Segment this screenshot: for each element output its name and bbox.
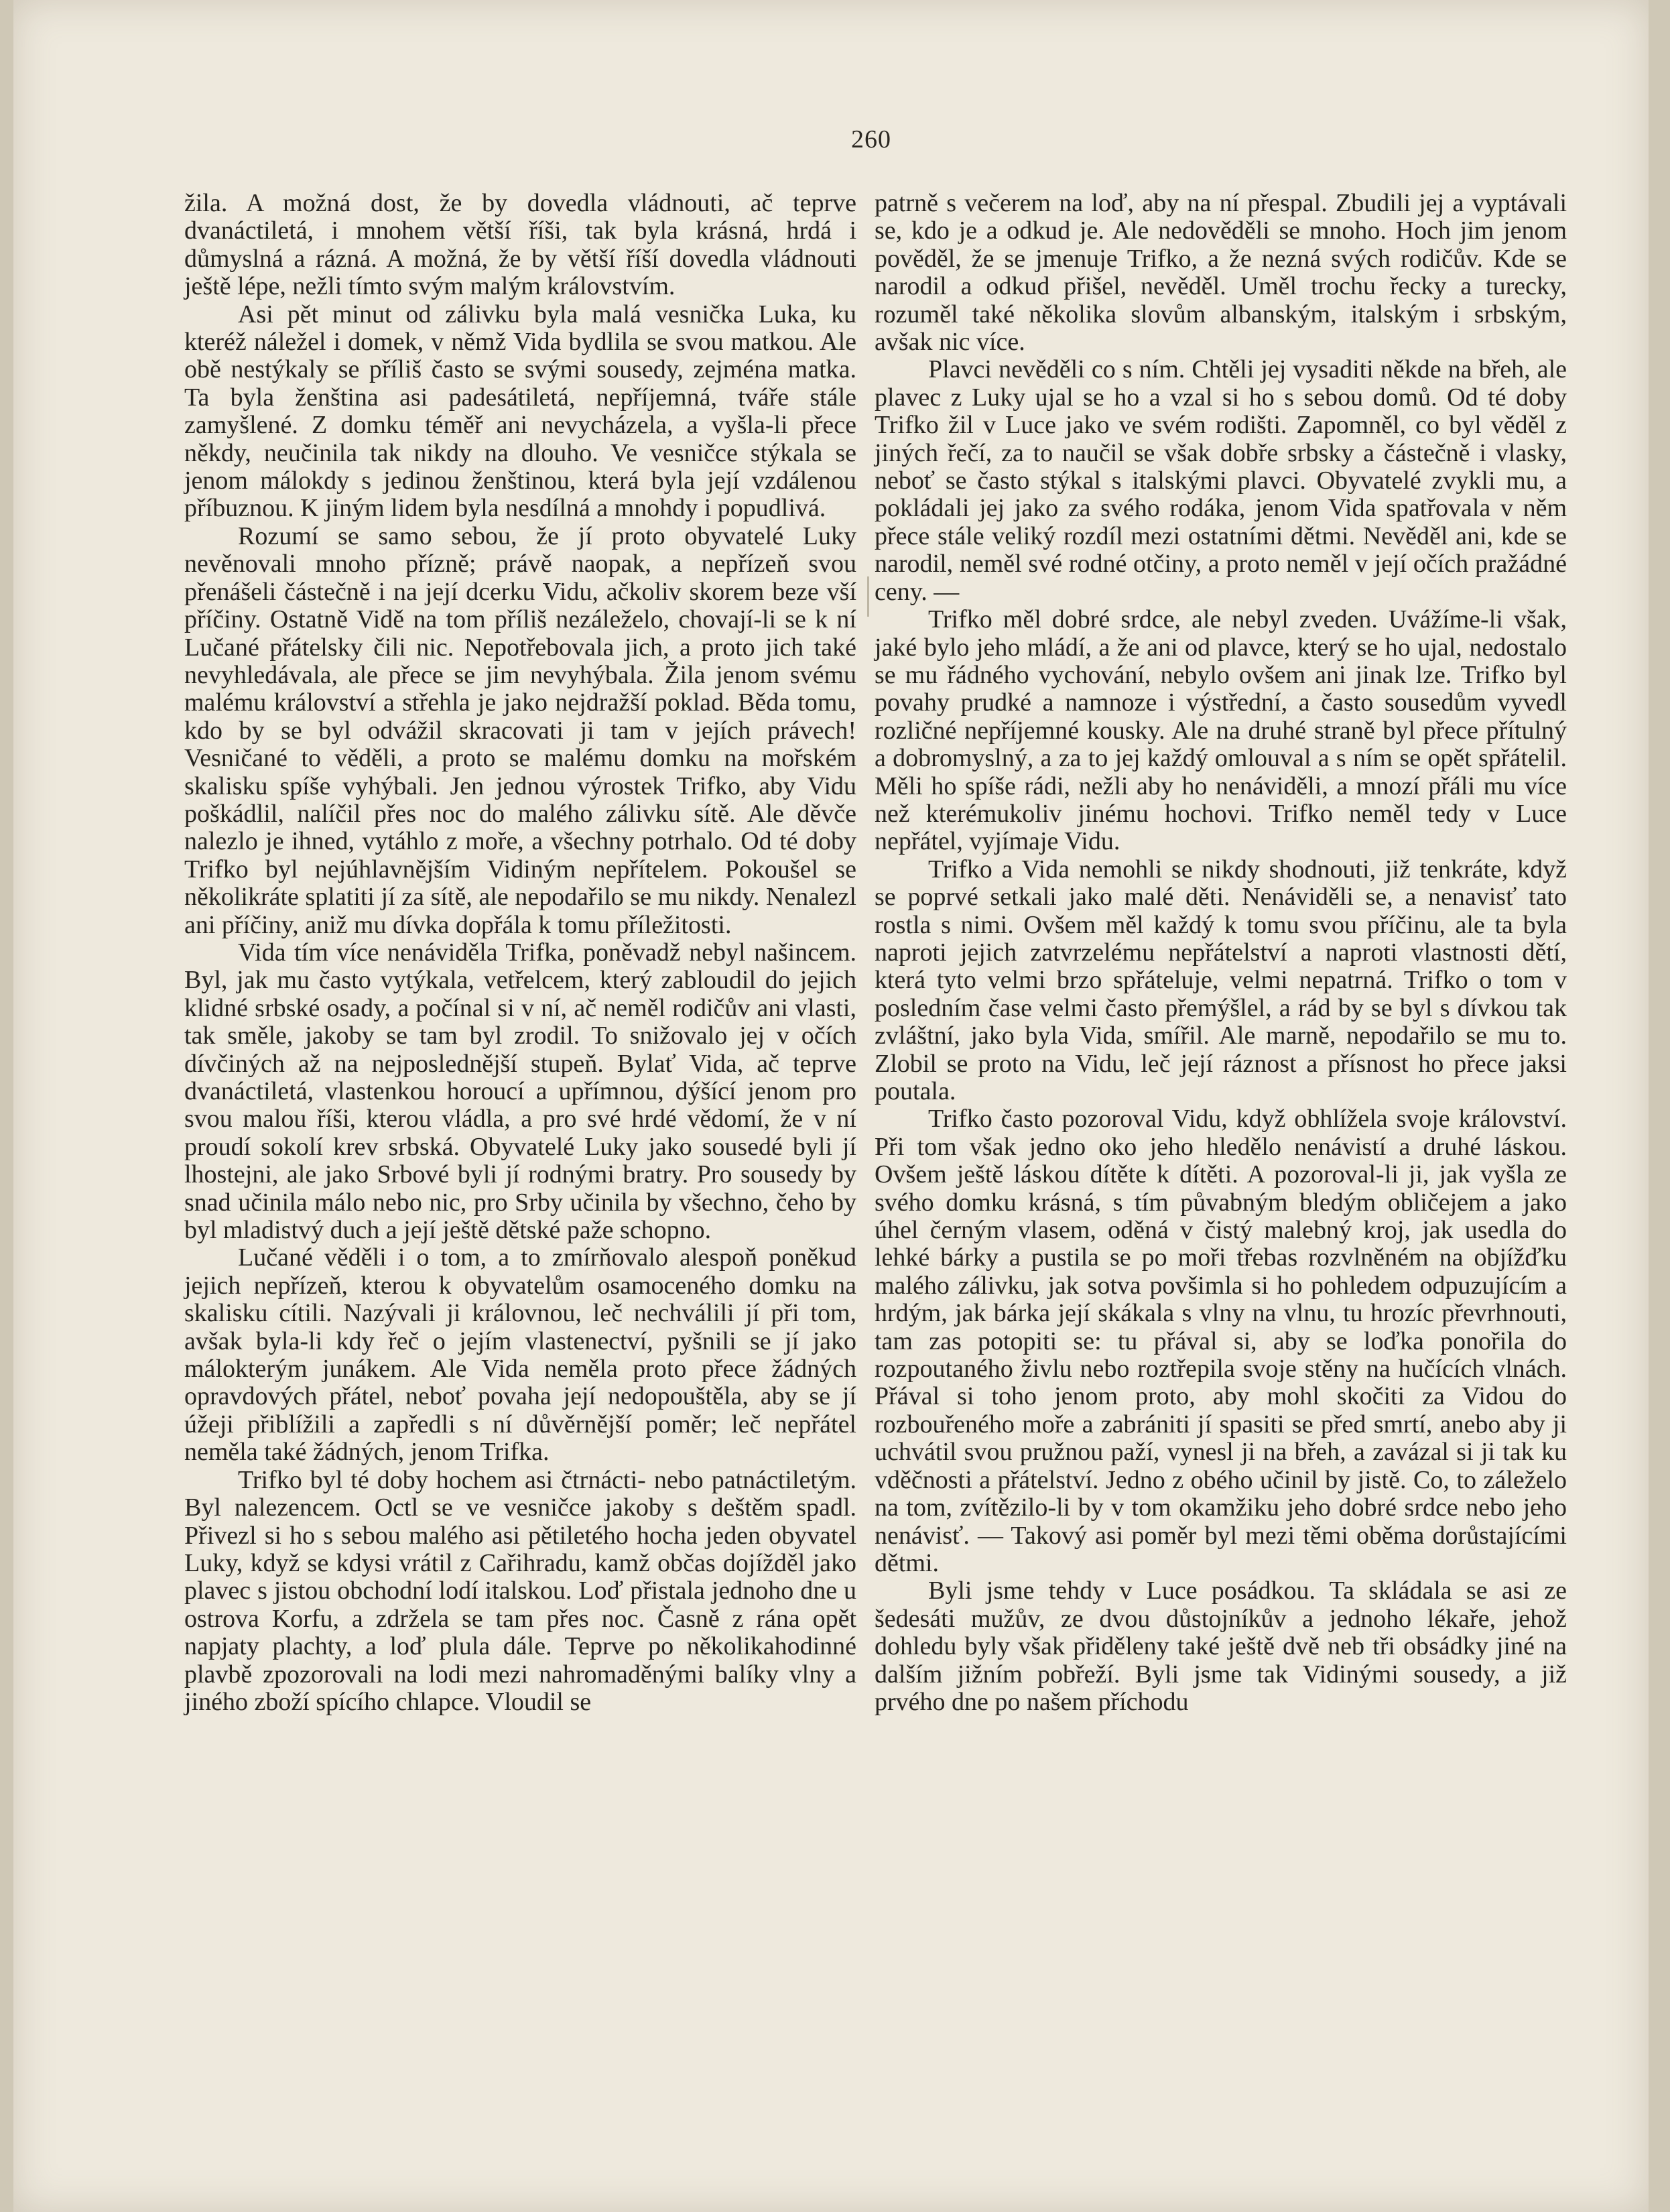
- paragraph: Rozumí se samo sebou, že jí proto obyvatelé Luky nevěnovali mnoho přízně; právě naopak, a nepřízeň svou přenášeli částečně i na její dcerku Vidu, ačkoliv skorem beze vší příčiny. Ostatně Vidě na tom příliš nezáleželo, chovají-li se k ní Lučané přátelsky čili nic. Nepotřebovala jich, a proto jich také nevyhledávala, ale přece se jim nevyhýbala. Žila jenom svému malému království a střehla je jako nejdražší poklad. Běda tomu, kdo by se byl odvážil skracovati ji tam v jejích právech! Vesničané to věděli, a proto se malému domku na mořském skalisku spíše vyhýbali. Jen jednou výrostek Trifko, aby Vidu poškádlil, nalíčil přes noc do malého zálivku sítě. Ale děvče nalezlo je ihned, vytáhlo z moře, a všechny potrhalo. Od té doby Trifko byl nejúhlavnějším Vidiným nepřítelem. Pokoušel se několikráte splatiti jí za sítě, ale nepodařilo se mu nikdy. Nenalezl ani příčiny, aniž mu dívka dopřála k tomu příležitosti.: [184, 521, 856, 939]
- column-divider: [867, 576, 869, 617]
- left-column: [184, 190, 856, 1716]
- right-column: [875, 190, 1567, 1716]
- paragraph: Lučané věděli i o tom, a to zmírňovalo alespoň poněkud jejich nepřízeň, kterou k obyvatelům osamoceného domku na skalisku cítili. Nazývali ji královnou, leč nechválili jí při tom, avšak byla-li kdy řeč o jejím vlastenectví, pyšnili se jí jako málokterým junákem. Ale Vida neměla proto přece žádných opravdových přátel, neboť povaha její nedopouštěla, aby se jí úžeji přiblížili a zapředli s ní důvěrnější poměr; leč nepřátel neměla také žádných, jenom Trifka.: [184, 1243, 856, 1467]
- paragraph: Trifko a Vida nemohli se nikdy shodnouti, již tenkráte, když se poprvé setkali jako malé děti. Nenáviděli se, a nenavisť tato rostla s nimi. Ovšem měl každý k tomu svou příčinu, ale ta byla naproti jejich zatvrzelému nepřátelství a naproti vlastnosti dětí, která tyto velmi brzo spřáteluje, velmi nepatrná. Trifko o tom v posledním čase velmi často přemýšlel, a rád by se byl s dívkou tak zvláštní, jako byla Vida, smířil. Ale marně, nepodařilo se mu to. Zlobil se proto na Vidu, leč její ráznost a přísnost ho přece jaksi poutala.: [875, 855, 1567, 1105]
- page-number: 260: [851, 125, 891, 153]
- paragraph: Asi pět minut od zálivku byla malá vesnička Luka, ku kteréž náležel i domek, v němž Vida bydlila se svou matkou. Ale obě nestýkaly se příliš často se svými sousedy, zejména matka. Ta byla ženština asi padesátiletá, nepříjemná, tváře stále zamyšlené. Z domku téměř ani nevycházela, a vyšla-li přece někdy, neučinila tak nikdy na dlouho. Ve vesničce stýkala se jenom málokdy s jedinou ženštinou, která byla její vzdálenou příbuznou. K jiným lidem byla nesdílná a mnohdy i popudlivá.: [184, 300, 856, 523]
- book-page: [13, 0, 1649, 2212]
- paragraph: Trifko měl dobré srdce, ale nebyl zveden. Uvážíme-li však, jaké bylo jeho mládí, a že ani od plavce, který se ho ujal, nedostalo se mu řádného vychování, nebylo ovšem ani jinak lze. Trifko byl povahy prudké a namnoze i výstřední, a často sousedům vyvedl rozličné nepříjemné kousky. Ale na druhé straně byl přece přítulný a dobromyslný, a za to jej každý omlouval a s ním se opět spřátelil. Měli ho spíše rádi, nežli aby ho nenáviděli, a mnozí přáli mu více než kterémukoliv jinému hochovi. Trifko neměl tedy v Luce nepřátel, vyjímaje Vidu.: [875, 605, 1567, 856]
- paragraph: žila. A možná dost, že by dovedla vládnouti, ač teprve dvanáctiletá, i mnohem větší říši, tak byla krásná, hrdá i důmyslná a rázná. A možná, že by větší říší dovedla vládnouti ještě lépe, nežli tímto svým malým královstvím.: [184, 189, 856, 301]
- paragraph: Trifko byl té doby hochem asi čtrnácti- nebo patnáctiletým. Byl nalezencem. Octl se ve vesničce jakoby s deštěm spadl. Přivezl si ho s sebou malého asi pětiletého hocha jeden obyvatel Luky, když se kdysi vrátil z Cařihradu, kamž občas dojížděl jako plavec s jistou obchodní lodí italskou. Loď přistala jednoho dne u ostrova Korfu, a zdržela se tam přes noc. Časně z rána opět napjaty plachty, a loď plula dále. Teprve po několikahodinné plavbě zpozorovali na lodi mezi nahromaděnými balíky vlny a jiného zboží spícího chlapce. Vloudil se: [184, 1465, 856, 1716]
- paragraph: Trifko často pozoroval Vidu, když obhlížela svoje království. Při tom však jedno oko jeho hledělo nenávistí a druhé láskou. Ovšem ještě láskou dítěte k dítěti. A pozoroval-li ji, jak vyšla ze svého domku krásná, s tím půvabným bledým obličejem a jako úhel černým vlasem, oděná v čistý malebný kroj, jak usedla do lehké bárky a pustila se po moři třebas rozvlněném na objížďku malého zálivku, jak sotva povšimla si ho pohledem odpuzujícím a hrdým, jak bárka její skákala s vlny na vlnu, tu hrozíc převrhnouti, tam zas potopiti se: tu přával si, aby se loďka ponořila do rozpoutaného živlu nebo roztřepila svoje stěny na hučících vlnách. Přával si toho jenom proto, aby mohl skočiti za Vidou do rozbouřeného moře a zabrániti jí spasiti se před smrtí, anebo aby ji uchvátil svou pružnou paží, vynesl ji na břeh, a zavázal si ji tak ku vděčnosti a přátelství. Jedno z obého učinil by jistě. Co, to záleželo na tom, zvítězilo-li by v tom okamžiku jeho dobré srdce nebo jeho nenávisť. — Takový asi poměr byl mezi těmi oběma dorůstajícími dětmi.: [875, 1105, 1567, 1577]
- paragraph: patrně s večerem na loď, aby na ní přespal. Zbudili jej a vyptávali se, kdo je a odkud je. Ale nedověděli se mnoho. Hoch jim jenom pověděl, že se jmenuje Trifko, a že nezná svých rodičův. Kde se narodil a odkud přišel, nevěděl. Uměl trochu řecky a turecky, rozuměl také několika slovům albanským, italským i srbským, avšak nic více.: [875, 189, 1567, 357]
- paragraph: Vida tím více nenáviděla Trifka, poněvadž nebyl našincem. Byl, jak mu často vytýkala, vetřelcem, který zabloudil do jejich klidné srbské osady, a počínal si v ní, ač neměl rodičův ani vlasti, tak směle, jakoby se tam byl zrodil. To snižovalo jej v očích dívčiných až na nejposlednější stupeň. Bylať Vida, ač teprve dvanáctiletá, vlastenkou horoucí a upřímnou, dýšící jenom pro svou malou říši, kterou vládla, a pro své hrdé vědomí, že v ní proudí sokolí krev srbská. Obyvatelé Luky jako sousedé byli jí lhostejni, ale jako Srbové byli jí rodnými bratry. Pro sousedy by snad učinila málo nebo nic, pro Srby učinila by všechno, čeho by byl mladistvý duch a její ještě dětské paže schopno.: [184, 938, 856, 1245]
- paragraph: Plavci nevěděli co s ním. Chtěli jej vysaditi někde na břeh, ale plavec z Luky ujal se ho a vzal si ho s sebou domů. Od té doby Trifko žil v Luce jako ve svém rodišti. Zapomněl, co byl věděl z jiných řečí, za to naučil se však dobře srbsky a částečně i vlasky, neboť se často stýkal s italskými plavci. Obyvatelé zvykli mu, a pokládali jej jako za svého rodáka, jenom Vida spatřovala v něm přece stále veliký rozdíl mezi ostatními dětmi. Nevěděl ani, kde se narodil, neměl své rodné otčiny, a proto neměl v její očích pražádné ceny. —: [875, 355, 1567, 606]
- paragraph: Byli jsme tehdy v Luce posádkou. Ta skládala se asi ze šedesáti mužův, ze dvou důstojníkův a jednoho lékaře, jehož dohledu byly však přiděleny také ještě dvě neb tři obsádky jiné na dalším jižním pobřeží. Byli jsme tak Vidinými sousedy, a již prvého dne po našem příchodu: [875, 1577, 1567, 1716]
